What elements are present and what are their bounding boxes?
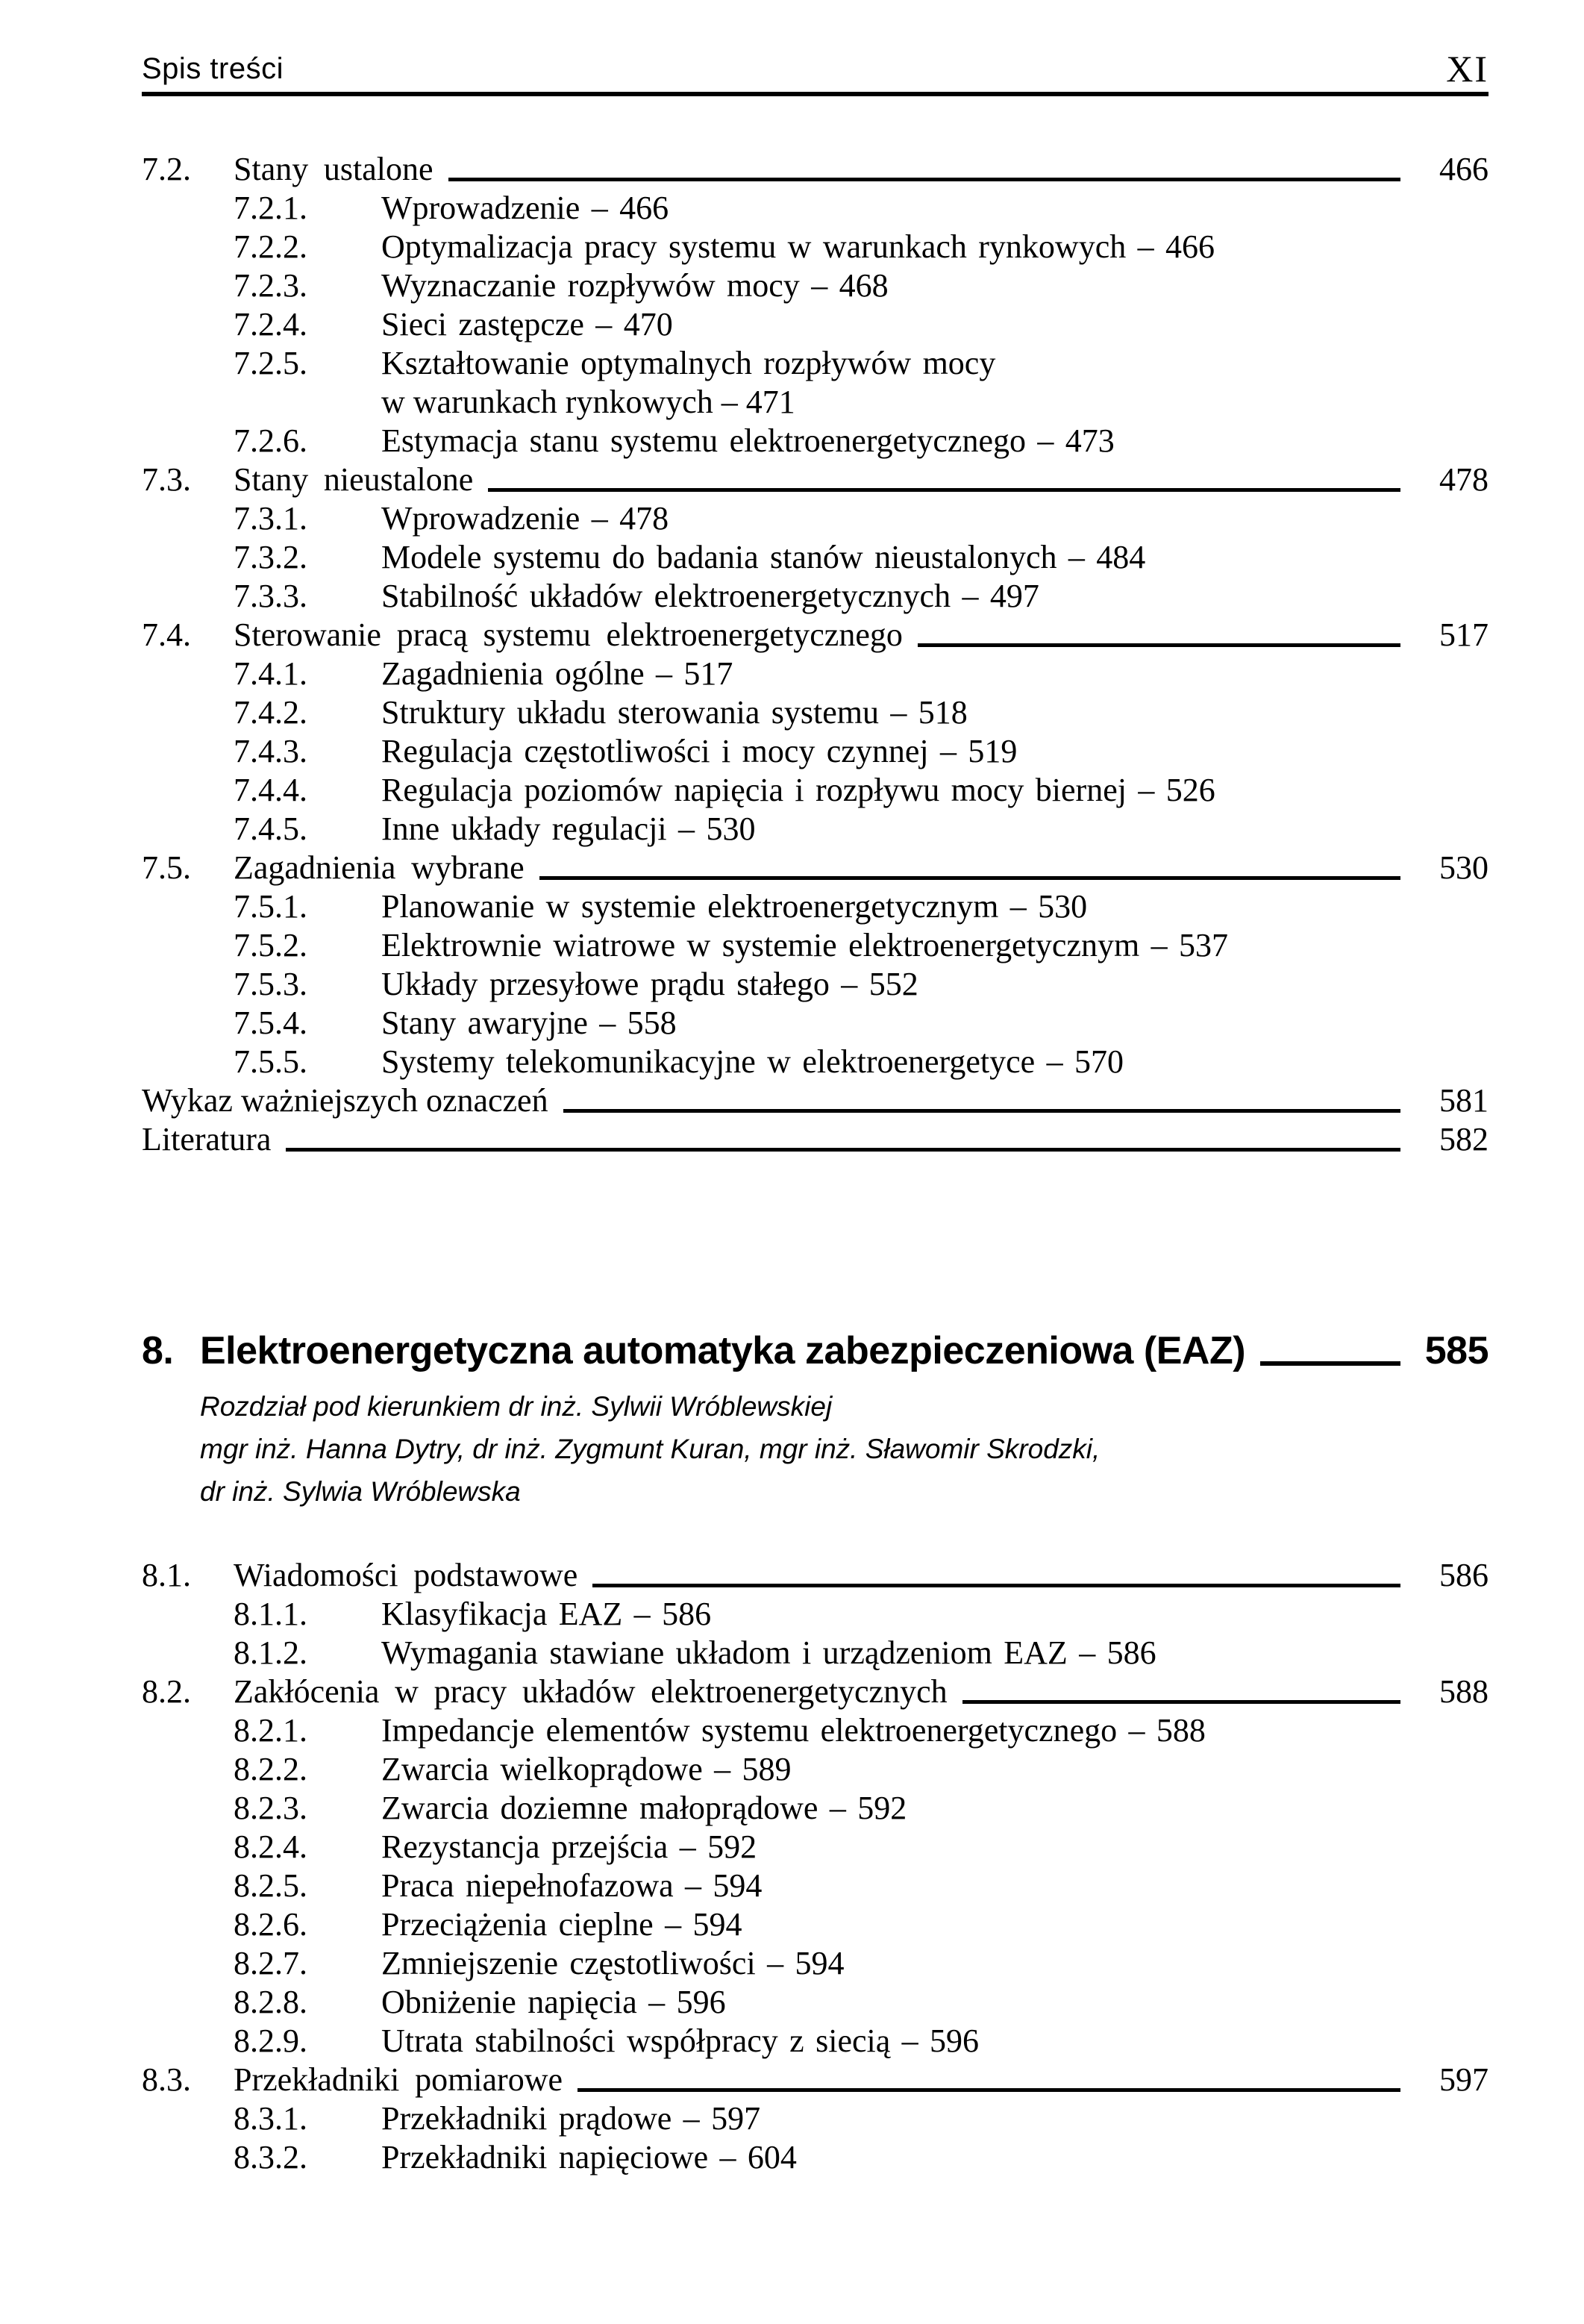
entry-number: 7.5.1. xyxy=(234,888,307,925)
toc-list-chapter7 xyxy=(142,150,1488,1159)
toc-entry-7-5-1 xyxy=(142,887,1488,926)
entry-number: 8.3.1. xyxy=(234,2100,307,2137)
entry-title: Estymacja stanu systemu elektroenergetycznego – 473 xyxy=(381,422,1115,459)
chapter-8-block xyxy=(142,1327,1488,1513)
entry-number: 7.2.3. xyxy=(234,267,307,304)
entry-title: Sieci zastępcze – 470 xyxy=(381,306,673,343)
entry-number: 7.4.2. xyxy=(234,694,307,731)
entry-number: 7.2.2. xyxy=(234,228,307,265)
entry-page-number: 581 xyxy=(1439,1082,1488,1119)
toc-entry-8-2-7 xyxy=(142,1944,1488,1983)
toc-entry-7-2 xyxy=(142,150,1488,189)
page-number-roman: XI xyxy=(1446,48,1488,90)
chapter-page-number: 585 xyxy=(1424,1329,1488,1372)
toc-entry-7-2-5 xyxy=(142,344,1488,383)
entry-title: Modele systemu do badania stanów nieustalonych – 484 xyxy=(381,539,1146,575)
toc-entry-7-4-5 xyxy=(142,810,1488,849)
entry-number: 7.5.4. xyxy=(234,1005,307,1041)
toc-entry-7-5 xyxy=(142,849,1488,887)
entry-number: 8.1.2. xyxy=(234,1634,307,1671)
toc-entry-7-5-2 xyxy=(142,926,1488,965)
entry-page-number: 597 xyxy=(1439,2061,1488,2098)
leader-line xyxy=(286,1148,1400,1152)
toc-entry-8-2-2 xyxy=(142,1750,1488,1789)
entry-title: Sterowanie pracą systemu elektroenergetycznego xyxy=(234,616,903,653)
entry-title: Zwarcia doziemne małoprądowe – 592 xyxy=(381,1790,907,1826)
toc-entry-8-2-1 xyxy=(142,1711,1488,1750)
toc-entry-7-4 xyxy=(142,616,1488,655)
leader-line xyxy=(1260,1361,1400,1366)
toc-entry-7-5-5 xyxy=(142,1043,1488,1081)
toc-entry-7-5-4 xyxy=(142,1004,1488,1043)
toc-entry-7-4-3 xyxy=(142,732,1488,771)
entry-title: Regulacja częstotliwości i mocy czynnej – 519 xyxy=(381,733,1018,769)
toc-entry-8-2-8 xyxy=(142,1983,1488,2022)
toc-entry-8-3-1 xyxy=(142,2099,1488,2138)
entry-number: 8.2.9. xyxy=(234,2022,307,2059)
leader-line xyxy=(539,876,1400,880)
toc-entry-8-2-6 xyxy=(142,1905,1488,1944)
entry-title: Regulacja poziomów napięcia i rozpływu mocy biernej – 526 xyxy=(381,772,1215,808)
chapter-number: 8. xyxy=(142,1329,174,1372)
entry-number: 8.2.4. xyxy=(234,1828,307,1865)
leader-line xyxy=(962,1700,1400,1704)
leader-line xyxy=(488,488,1400,492)
entry-title: Klasyfikacja EAZ – 586 xyxy=(381,1596,712,1632)
toc-entry-7-4-1 xyxy=(142,655,1488,693)
entry-title: Przeciążenia cieplne – 594 xyxy=(381,1906,742,1943)
chapter-heading-row xyxy=(142,1327,1488,1375)
toc-entry-7-2-6 xyxy=(142,422,1488,460)
entry-title: w warunkach rynkowych – 471 xyxy=(381,384,795,420)
entry-number: 7.4. xyxy=(142,616,191,653)
toc-entry-8-2-5 xyxy=(142,1867,1488,1905)
toc-entry-7-2-3 xyxy=(142,266,1488,305)
toc-entry-7-4-2 xyxy=(142,693,1488,732)
entry-number: 8.2.2. xyxy=(234,1751,307,1787)
toc-entry-7-3-3 xyxy=(142,577,1488,616)
entry-title: Zwarcia wielkoprądowe – 589 xyxy=(381,1751,792,1787)
entry-number: 7.2.1. xyxy=(234,190,307,226)
entry-number: 8.3.2. xyxy=(234,2139,307,2175)
page-header xyxy=(142,48,1488,96)
entry-title: Wykaz ważniejszych oznaczeń xyxy=(142,1082,548,1119)
leader-line xyxy=(918,643,1400,647)
entry-number: 8.3. xyxy=(142,2061,191,2098)
entry-number: 7.2. xyxy=(142,151,191,187)
chapter-author-line: mgr inż. Hanna Dytry, dr inż. Zygmunt Kuran, mgr inż. Sławomir Skrodzki, xyxy=(200,1434,1101,1464)
entry-title: Wprowadzenie – 478 xyxy=(381,500,669,537)
entry-number: 7.2.5. xyxy=(234,345,307,381)
toc-entry-7-2-4 xyxy=(142,305,1488,344)
entry-title: Wprowadzenie – 466 xyxy=(381,190,669,226)
entry-title: Zakłócenia w pracy układów elektroenergetycznych xyxy=(234,1673,948,1710)
entry-title: Przekładniki napięciowe – 604 xyxy=(381,2139,797,2175)
toc-entry-7-5-3 xyxy=(142,965,1488,1004)
entry-number: 7.2.4. xyxy=(234,306,307,343)
entry-number: 8.1.1. xyxy=(234,1596,307,1632)
leader-line xyxy=(592,1584,1400,1587)
entry-page-number: 466 xyxy=(1439,151,1488,187)
entry-page-number: 586 xyxy=(1439,1557,1488,1593)
entry-title: Struktury układu sterowania systemu – 518 xyxy=(381,694,968,731)
toc-entry-7-2-1 xyxy=(142,189,1488,228)
entry-title: Utrata stabilności współpracy z siecią – 596 xyxy=(381,2022,980,2059)
toc-entry-7-3 xyxy=(142,460,1488,499)
entry-number: 7.5.5. xyxy=(234,1043,307,1080)
toc-entry-8-3-2 xyxy=(142,2138,1488,2177)
entry-number: 8.1. xyxy=(142,1557,191,1593)
toc-entry-7-3-1 xyxy=(142,499,1488,538)
chapter-title: Elektroenergetyczna automatyka zabezpieczeniowa (EAZ) xyxy=(200,1329,1246,1372)
chapter-authors xyxy=(200,1385,1488,1513)
entry-title: Zagadnienia wybrane xyxy=(234,849,525,886)
entry-number: 7.3.1. xyxy=(234,500,307,537)
toc-entry-8-1 xyxy=(142,1556,1488,1595)
entry-number: 8.2. xyxy=(142,1673,191,1710)
entry-number: 7.4.3. xyxy=(234,733,307,769)
entry-title: Systemy telekomunikacyjne w elektroenergetyce – 570 xyxy=(381,1043,1124,1080)
entry-number: 8.2.3. xyxy=(234,1790,307,1826)
entry-number: 7.5. xyxy=(142,849,191,886)
toc-entry-8-1-2 xyxy=(142,1634,1488,1672)
toc-entry-7-4-4 xyxy=(142,771,1488,810)
entry-number: 8.2.6. xyxy=(234,1906,307,1943)
leader-line xyxy=(563,1109,1400,1113)
entry-number: 7.3.3. xyxy=(234,578,307,614)
entry-title: Praca niepełnofazowa – 594 xyxy=(381,1867,763,1904)
page-title: Spis treści xyxy=(142,52,284,85)
entry-title: Inne układy regulacji – 530 xyxy=(381,810,756,847)
toc-entry xyxy=(142,383,1488,422)
entry-title: Stany ustalone xyxy=(234,151,433,187)
entry-title: Elektrownie wiatrowe w systemie elektroenergetycznym – 537 xyxy=(381,927,1229,963)
entry-title: Stany nieustalone xyxy=(234,461,474,498)
entry-title: Wiadomości podstawowe xyxy=(234,1557,578,1593)
entry-number: 7.5.3. xyxy=(234,966,307,1002)
entry-title: Stany awaryjne – 558 xyxy=(381,1005,677,1041)
entry-title: Obniżenie napięcia – 596 xyxy=(381,1984,726,2020)
entry-title: Stabilność układów elektroenergetycznych – 497 xyxy=(381,578,1039,614)
toc-entry xyxy=(142,1081,1488,1120)
entry-number: 7.4.4. xyxy=(234,772,307,808)
entry-title: Przekładniki pomiarowe xyxy=(234,2061,563,2098)
entry-title: Zagadnienia ogólne – 517 xyxy=(381,655,733,692)
leader-line xyxy=(448,178,1400,181)
leader-line xyxy=(577,2088,1400,2092)
entry-page-number: 588 xyxy=(1439,1673,1488,1710)
toc-entry-8-3 xyxy=(142,2061,1488,2099)
entry-number: 8.2.7. xyxy=(234,1945,307,1981)
entry-page-number: 517 xyxy=(1439,616,1488,653)
entry-number: 7.2.6. xyxy=(234,422,307,459)
entry-title: Wyznaczanie rozpływów mocy – 468 xyxy=(381,267,889,304)
entry-number: 7.3. xyxy=(142,461,191,498)
entry-title: Impedancje elementów systemu elektroenergetycznego – 588 xyxy=(381,1712,1206,1749)
entry-number: 7.5.2. xyxy=(234,927,307,963)
toc-entry-8-2 xyxy=(142,1672,1488,1711)
toc-entry-7-2-2 xyxy=(142,228,1488,266)
chapter-author-line: Rozdział pod kierunkiem dr inż. Sylwii Wróblewskiej xyxy=(200,1391,833,1422)
entry-page-number: 530 xyxy=(1439,849,1488,886)
entry-number: 7.4.1. xyxy=(234,655,307,692)
toc-entry-8-1-1 xyxy=(142,1595,1488,1634)
toc-entry-7-3-2 xyxy=(142,538,1488,577)
entry-title: Optymalizacja pracy systemu w warunkach rynkowych – 466 xyxy=(381,228,1215,265)
toc-entry-8-2-9 xyxy=(142,2022,1488,2061)
entry-page-number: 478 xyxy=(1439,461,1488,498)
entry-number: 7.4.5. xyxy=(234,810,307,847)
entry-page-number: 582 xyxy=(1439,1121,1488,1158)
entry-title: Przekładniki prądowe – 597 xyxy=(381,2100,761,2137)
toc-entry xyxy=(142,1120,1488,1159)
entry-title: Literatura xyxy=(142,1121,272,1158)
entry-title: Planowanie w systemie elektroenergetycznym – 530 xyxy=(381,888,1088,925)
entry-title: Zmniejszenie częstotliwości – 594 xyxy=(381,1945,845,1981)
toc-entry-8-2-3 xyxy=(142,1789,1488,1828)
chapter-author-line: dr inż. Sylwia Wróblewska xyxy=(200,1476,521,1507)
toc-list-chapter8 xyxy=(142,1556,1488,2177)
entry-title: Układy przesyłowe prądu stałego – 552 xyxy=(381,966,918,1002)
entry-number: 8.2.1. xyxy=(234,1712,307,1749)
entry-title: Kształtowanie optymalnych rozpływów mocy xyxy=(381,345,996,381)
toc-entry-8-2-4 xyxy=(142,1828,1488,1867)
entry-number: 8.2.5. xyxy=(234,1867,307,1904)
entry-title: Rezystancja przejścia – 592 xyxy=(381,1828,757,1865)
entry-title: Wymagania stawiane układom i urządzeniom EAZ – 586 xyxy=(381,1634,1156,1671)
entry-number: 7.3.2. xyxy=(234,539,307,575)
entry-number: 8.2.8. xyxy=(234,1984,307,2020)
